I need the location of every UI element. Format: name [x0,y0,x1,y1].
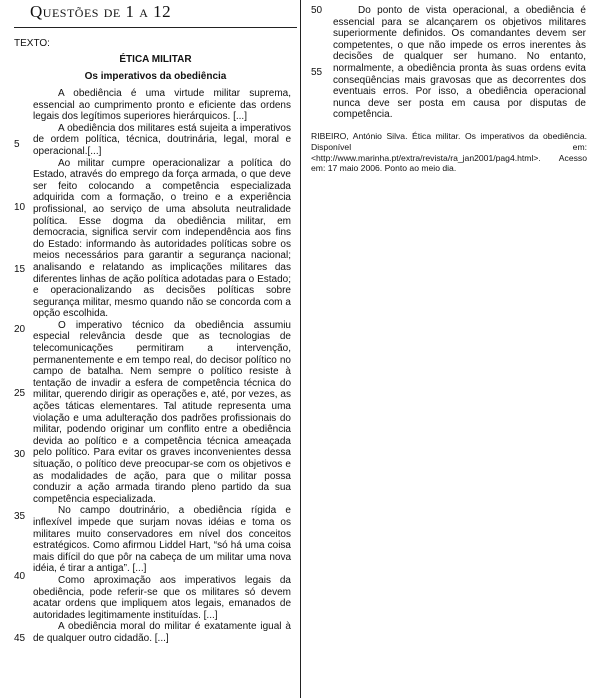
paragraph: No campo doutrinário, a obediência rígida e inflexível impede que surjam novas idéias e toma os militares muito conservadores em nível dos conceitos estratégicos. Como afirmou Liddel Hart, “só há uma coisa mais difícil do que pôr na cabeça de um militar uma nova idéia, é tirar a antiga”. [...] [33,505,291,575]
article-title: ÉTICA MILITAR [119,54,192,65]
line-number-55: 55 [311,67,323,78]
paragraph: A obediência é uma virtude militar suprema, essencial ao cumprimento pronto e eficiente das ordens legais dos legítimos superiores hierárquicos. [...] [33,88,291,123]
line-number-35: 35 [14,511,26,522]
line-number-50: 50 [311,5,323,16]
paragraph: A obediência moral do militar é exatamente igual à de qualquer outro cidadão. [...] [33,621,291,644]
paragraph: Ao militar cumpre operacionalizar a política do Estado, através do emprego da força armada, o que deve ser feito colocando a competência especializada adquirida com a formação, o treino e a experiência profissional, ao serviço de uma absoluta neutralidade política. Esse dogma da obediência militar, em democracia, significa servir com independência aos fins do Estado: informando às autoridades políticas sobre os meios necessários para garantir a segurança nacional; analisando e relatando as implicações militares das diferentes linhas de ação política adotadas para o Estado; e operacionalizando as decisões políticas sobre segurança militar, mesmo quando não se concorda com a opção escolhida. [33,157,291,320]
texto-label: TEXTO: [14,38,50,49]
paragraph: O imperativo técnico da obediência assumiu especial relevância desde que as tecnologias de telecomunicações permitiram a intervenção, permanentemente e em tempo real, do decisor político no campo de batalha. Nem sempre o político resiste à tentação de invadir a esfera de competência técnica do militar, querendo dirigir as operações e, até, por vezes, as ações táticas elementares. Tal atitude representa uma violação e uma adulteração dos padrões profissionais do militar, podendo originar um conflito entre a obediência devida ao político e a competência técnica ameaçada pelo político. Para evitar os graves inconvenientes dessa situação, o político deve preocupar-se com os objetivos e as modalidades de ação, para que o militar possa conduzir a ação armada tirando pleno partido da sua competência especializada. [33,319,291,505]
line-number-15: 15 [14,264,26,275]
article-subtitle: Os imperativos da obediência [84,71,227,82]
paragraph: Como aproximação aos imperativos legais da obediência, pode referir-se que os militares só devem acatar ordens que impliquem atos legais, emanados de autoridades legitimamente instituídas. [...] [33,574,291,621]
heading-rule [14,27,297,28]
section-heading: Questões de 1 a 12 [30,2,172,21]
line-number-5: 5 [14,139,20,150]
paragraph: A obediência dos militares está sujeita a imperativos de ordem política, técnica, doutrinária, legal, moral e operacional.[...] [33,122,291,157]
line-number-45: 45 [14,633,26,644]
right-text-column [333,5,586,121]
paragraph: Do ponto de vista operacional, a obediência é essencial para se alcançarem os objetivos militares superiormente definidos. Os comandantes devem ser competentes, o que não impede os erros inerentes às decisões de qualquer ser humano. No entanto, normalmente, a obediência pronta às suas ordens evita conseqüências mais gravosas que as decorrentes dos eventuais erros. Por isso, a obediência operacional nunca deve ser posta em causa por disputas de competência. [333,5,586,121]
line-number-25: 25 [14,388,26,399]
line-number-30: 30 [14,449,26,460]
line-number-10: 10 [14,202,26,213]
source-citation: RIBEIRO, António Silva. Ética militar. Os imperativos da obediência. Disponível em: <http://www.marinha.pt/extra/revista/ra_jan2001/pag4.html>. Acesso em: 17 maio 2006. Ponto ao meio dia. [311,131,587,174]
line-number-20: 20 [14,324,26,335]
line-number-40: 40 [14,571,26,582]
column-divider [300,0,301,698]
left-text-column [33,88,291,645]
